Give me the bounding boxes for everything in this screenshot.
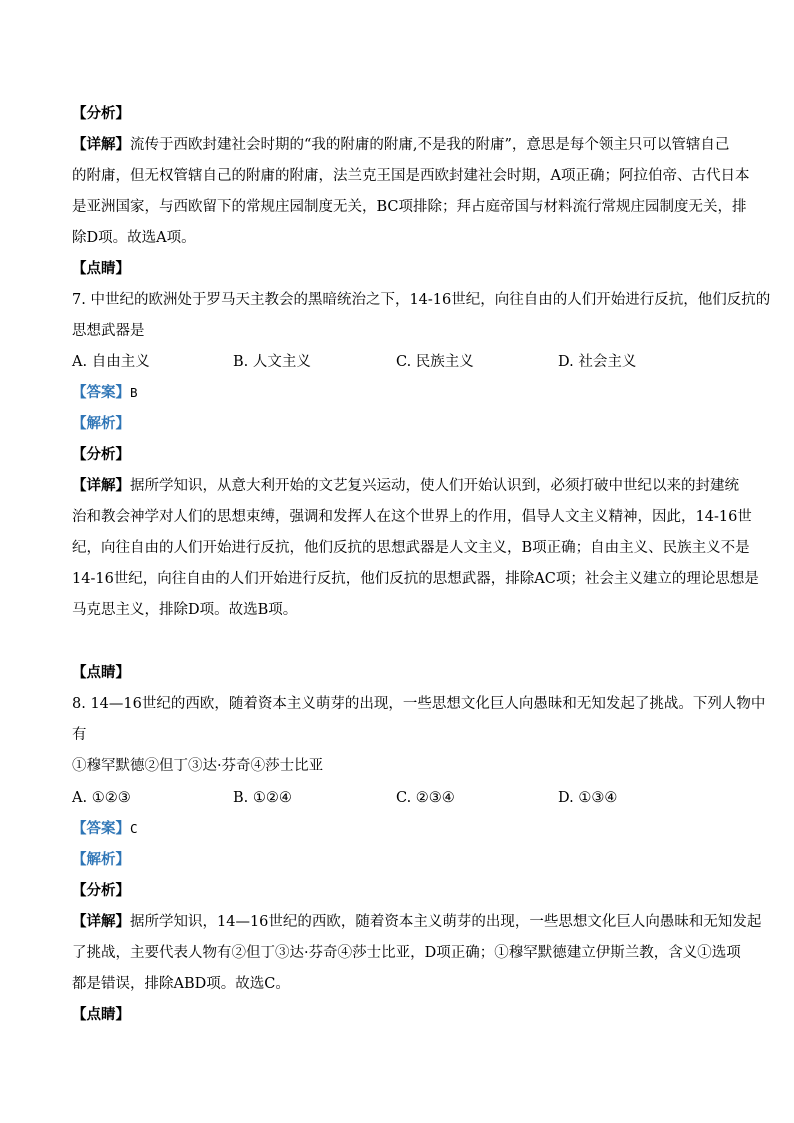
detail-heading: 【详解】 <box>72 136 130 153</box>
detail-text-line: 据所学知识，从意大利开始的文艺复兴运动，使人们开始认识到，必须打破中世纪以来的封建统 <box>130 478 739 494</box>
answer-heading: 【答案】 <box>72 820 130 837</box>
detail-text-line: 是亚洲国家，与西欧留下的常规庄园制度无关，BC项排除；拜占庭帝国与材料流行常规庄园制度无关，排 <box>72 199 747 215</box>
comment-heading: 【点睛】 <box>72 260 130 277</box>
question-stem: ①穆罕默德②但丁③达·芬奇④莎士比亚 <box>72 758 324 774</box>
detail-text-line: 14-16世纪，向往自由的人们开始进行反抗，他们反抗的思想武器，排除AC项；社会主义建立的理论思想是 <box>72 571 759 587</box>
detail-text-line: 治和教会神学对人们的思想束缚，强调和发挥人在这个世界上的作用，倡导人文主义精神，因此，14-16世 <box>72 509 752 525</box>
detail-text-line: 的附庸，但无权管辖自己的附庸的附庸，法兰克王国是西欧封建社会时期，A项正确；阿拉伯帝、古代日本 <box>72 168 750 184</box>
comment-heading: 【点睛】 <box>72 1006 130 1023</box>
explain-heading: 【解析】 <box>72 415 130 432</box>
option-a: A. 自由主义 <box>72 354 150 370</box>
detail-text-line: 据所学知识，14—16世纪的西欧，随着资本主义萌芽的出现，一些思想文化巨人向愚昧和无知发起 <box>130 914 762 930</box>
analysis-heading: 【分析】 <box>72 446 130 463</box>
question-stem: 7. 中世纪的欧洲处于罗马天主教会的黑暗统治之下，14-16世纪，向往自由的人们开始进行反抗，他们反抗的 <box>72 292 771 308</box>
analysis-heading: 【分析】 <box>72 882 130 899</box>
detail-text-line: 都是错误，排除ABD项。故选C。 <box>72 976 290 992</box>
detail-heading: 【详解】 <box>72 477 130 494</box>
option-d: D. 社会主义 <box>558 354 637 370</box>
option-d: D. ①③④ <box>558 790 618 806</box>
detail-text-line: 流传于西欧封建社会时期的“我的附庸的附庸,不是我的附庸”，意思是每个领主只可以管辖自己 <box>130 137 730 153</box>
answer-heading: 【答案】 <box>72 384 130 401</box>
option-c: C. ②③④ <box>396 790 455 806</box>
detail-text-line: 纪，向往自由的人们开始进行反抗，他们反抗的思想武器是人文主义，B项正确；自由主义、民族主义不是 <box>72 540 750 556</box>
question-stem: 思想武器是 <box>72 323 145 339</box>
detail-heading: 【详解】 <box>72 913 130 930</box>
answer-value: B <box>130 385 138 400</box>
answer-row <box>72 819 138 839</box>
answer-row <box>72 383 138 403</box>
option-b: B. 人文主义 <box>233 354 311 370</box>
answer-value: C <box>130 821 138 836</box>
analysis-heading: 【分析】 <box>72 105 130 122</box>
question-stem: 8. 14—16世纪的西欧，随着资本主义萌芽的出现，一些思想文化巨人向愚昧和无知发起了挑战。下列人物中 <box>72 696 766 712</box>
detail-text-line: 马克思主义，排除D项。故选B项。 <box>72 602 298 618</box>
comment-heading: 【点睛】 <box>72 664 130 681</box>
detail-paragraph <box>72 476 739 496</box>
explain-heading: 【解析】 <box>72 851 130 868</box>
option-a: A. ①②③ <box>72 790 131 806</box>
detail-text-line: 了挑战，主要代表人物有②但丁③达·芬奇④莎士比亚，D项正确；①穆罕默德建立伊斯兰教，含义①选项 <box>72 945 741 961</box>
option-c: C. 民族主义 <box>396 354 474 370</box>
question-stem: 有 <box>72 727 87 743</box>
option-b: B. ①②④ <box>233 790 292 806</box>
detail-paragraph <box>72 135 729 155</box>
detail-text-line: 除D项。故选A项。 <box>72 230 196 246</box>
detail-paragraph <box>72 912 761 932</box>
